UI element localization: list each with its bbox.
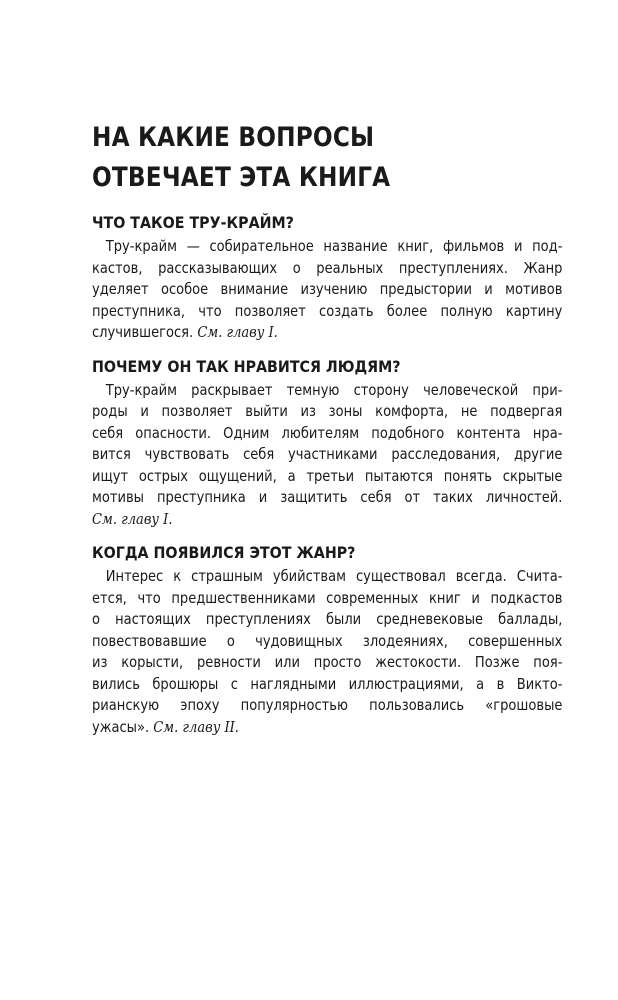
paragraph-line: рианскую эпоху популярностью пользовались «грошовые	[92, 696, 563, 714]
paragraph-line	[92, 717, 562, 739]
page-title	[92, 118, 496, 198]
section-paragraph	[92, 236, 562, 344]
page-title-line-2: ОТВЕЧАЕТ ЭТА КНИГА	[92, 162, 391, 193]
paragraph-line	[92, 509, 562, 531]
paragraph-line: повествовавшие о чудовищных злодеяниях, совершенных	[92, 631, 563, 650]
paragraph-line: роды и позволяет выйти из зоны комфорта, не подвергая	[92, 402, 563, 420]
chapter-reference: См. главу II.	[153, 717, 239, 736]
paragraph-line	[92, 322, 562, 344]
paragraph-line: о настоящих преступлениях были средневековые баллады,	[92, 610, 563, 628]
paragraph-line: Тру-крайм — собирательное название книг, фильмов и под-	[105, 237, 563, 255]
section-what-is-true-crime	[92, 212, 562, 344]
paragraph-text: ужасы».	[92, 717, 150, 736]
chapter-reference: См. главу I.	[197, 323, 278, 341]
paragraph-text: случившегося.	[92, 323, 194, 341]
paragraph-line: мотивы преступника и защитить себя от таких личностей.	[92, 488, 563, 506]
paragraph-line: уделяет особое внимание изучению предыстории и мотивов	[92, 280, 563, 298]
paragraph-line: кастов, рассказывающих о реальных преступлениях. Жанр	[92, 258, 563, 277]
paragraph-line: из корысти, ревности или просто жестокости. Позже поя-	[92, 653, 563, 671]
paragraph-line: вились брошюры с наглядными иллюстрациями, а в Викто-	[92, 674, 563, 693]
paragraph-line: Интерес к страшным убийствам существовал всегда. Счита-	[105, 567, 563, 585]
section-heading: КОГДА ПОЯВИЛСЯ ЭТОТ ЖАНР?	[92, 543, 356, 562]
paragraph-line: преступника, что позволяет создать более полную картину	[92, 301, 563, 320]
paragraph-line: вится чувствовать себя участниками расследования, другие	[92, 445, 563, 463]
paragraph-line: себя опасности. Одним любителям подобного контента нра-	[92, 423, 563, 442]
section-paragraph	[92, 380, 562, 531]
section-why-people-like-it	[92, 356, 562, 531]
page-title-line-1: НА КАКИЕ ВОПРОСЫ	[92, 122, 375, 153]
book-page	[92, 118, 562, 750]
paragraph-line: ется, что предшественниками современных книг и подкастов	[92, 588, 563, 607]
section-heading: ЧТО ТАКОЕ ТРУ-КРАЙМ?	[92, 213, 294, 232]
chapter-reference: См. главу I.	[92, 509, 173, 528]
paragraph-line: ищут острых ощущений, а третьи пытаются понять скрытые	[92, 466, 563, 485]
section-paragraph	[92, 566, 562, 738]
paragraph-line: Тру-крайм раскрывает темную сторону человеческой при-	[105, 380, 563, 399]
section-heading: ПОЧЕМУ ОН ТАК НРАВИТСЯ ЛЮДЯМ?	[92, 356, 401, 376]
section-when-genre-appeared	[92, 542, 562, 738]
